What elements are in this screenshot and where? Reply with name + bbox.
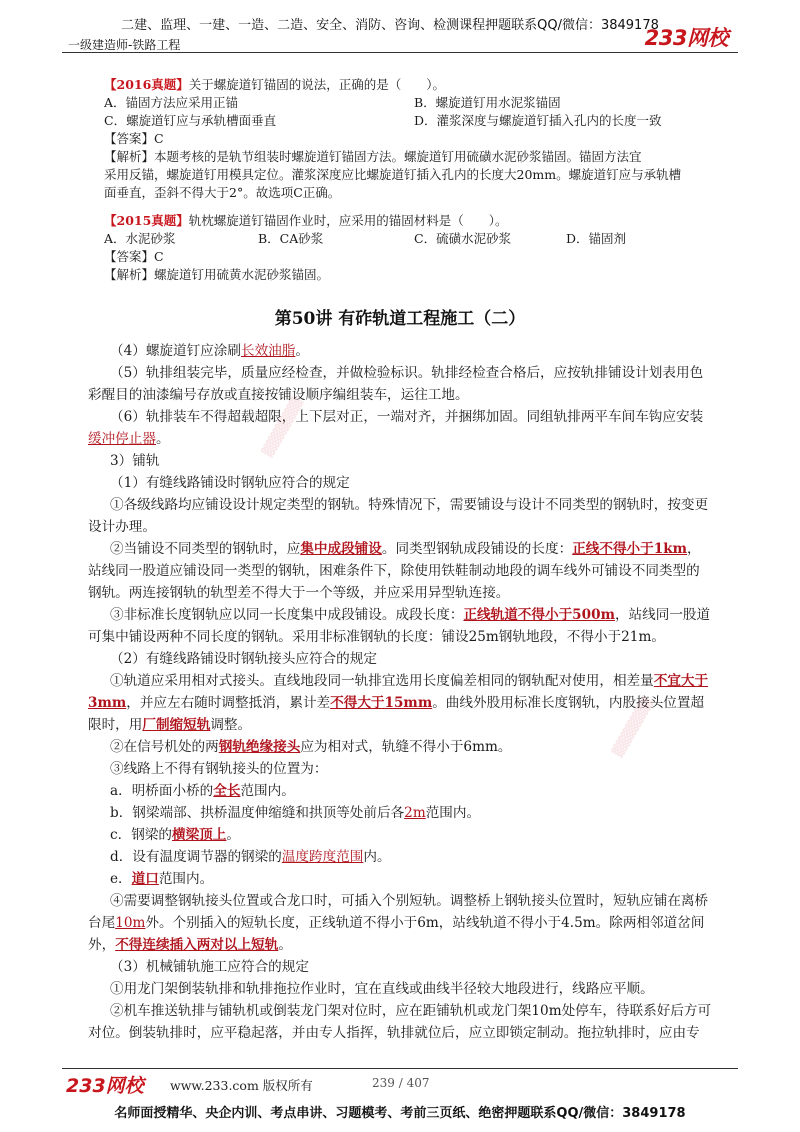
- joint-item-d: d．设有温度调节器的钢梁的温度跨度范围内。: [110, 849, 391, 865]
- key-term: 正线轨道不得小于500m: [463, 607, 615, 623]
- page-number: 239 / 407: [372, 1076, 430, 1090]
- question-2015-tag: 【2015真题】: [104, 213, 189, 228]
- footer-site[interactable]: www.233.com 版权所有: [170, 1078, 313, 1093]
- footer-divider: [62, 1068, 738, 1069]
- question-2015-stem: 【2015真题】轨枕螺旋道钉锚固作业时，应采用的锚固材料是（ ）。: [104, 213, 508, 228]
- key-term: 长效油脂: [241, 343, 296, 359]
- question-2015-analysis: 【解析】螺旋道钉用硫黄水泥砂浆锚固。: [104, 267, 330, 282]
- header-contact-line: 二建、监理、一建、一造、二造、安全、消防、咨询、检测课程押题联系QQ/微信：3849178: [121, 18, 659, 33]
- joint-rule-1: ①轨道应采用相对式接头。直线地段同一轨排宜选用长度偏差相同的钢轨配对使用，相差量不宜大于3mm，并应左右随时调整抵消，累计差不得大于15mm。曲线外股用标准长度钢轨，内股接头位置超限时，用厂制缩短轨调整。: [88, 673, 709, 733]
- watermark: ▓▓▓▓▓▓▓: [260, 395, 305, 459]
- key-term: 温度跨度范围: [281, 849, 364, 865]
- rule-1: ①各级线路均应铺设设计规定类型的钢轨。特殊情况下，需要铺设与设计不同类型的钢轨时，按变更设计办理。: [88, 497, 709, 535]
- joint-rule-3: ③线路上不得有钢轨接头的位置为：: [110, 761, 328, 777]
- question-2015-option-a: A．水泥砂浆: [104, 231, 176, 246]
- joint-item-b: b．钢梁端部、拱桥温度伸缩缝和拱顶等处前后各2m范围内。: [110, 805, 481, 821]
- question-2016-analysis-line: 【解析】本题考核的是轨节组装时螺旋道钉锚固方法。螺旋道钉用硫磺水泥砂浆锚固。锚固方法宜: [104, 149, 642, 164]
- question-2015-option-b: B．CA砂浆: [258, 231, 324, 246]
- question-2016-option-c: C．螺旋道钉应与承轨槽面垂直: [104, 113, 277, 128]
- paragraph-6: （6）轨排装车不得超载超限，上下层对正，一端对齐，并捆绑加固。同组轨排两平车间车钩应安装缓冲停止器。: [88, 409, 704, 447]
- footer-logo: 233网校: [66, 1075, 144, 1097]
- rule-3: ③非标准长度钢轨应以同一长度集中成段铺设。成段长度：正线轨道不得小于500m，站线同一股道可集中铺设两种不同长度的钢轨。采用非标准钢轨的长度：铺设25m钢轨地段，不得小于21m。: [88, 607, 711, 645]
- key-term: 正线不得小于1km: [572, 541, 688, 557]
- key-term: 10m: [115, 915, 146, 931]
- key-term: 全长: [213, 783, 241, 799]
- key-term: 不宜大于3mm: [88, 673, 709, 711]
- key-term: 集中成段铺设: [300, 541, 382, 557]
- key-term: 不得大于15mm: [330, 695, 433, 711]
- question-2016-analysis-line: 面垂直，歪斜不得大于2°。故选项C正确。: [104, 185, 341, 200]
- joint-item-e: e．道口范围内。: [110, 871, 214, 887]
- footer-promo: 名师面授精华、央企内训、考点串讲、习题模考、考前三页纸、绝密押题联系QQ/微信：3849178: [114, 1106, 686, 1121]
- subsection-heading: （3）机械铺轨施工应符合的规定: [110, 959, 309, 975]
- question-2016-stem: 【2016真题】关于螺旋道钉锚固的说法，正确的是（ ）。: [104, 77, 446, 92]
- paragraph-4: （4）螺旋道钉应涂刷长效油脂。: [110, 343, 309, 359]
- subsection-heading: （2）有缝线路铺设时钢轨接头应符合的规定: [110, 651, 377, 667]
- section-heading: 3）铺轨: [110, 453, 160, 469]
- key-term: 2m: [404, 805, 426, 821]
- key-term: 不得连续插入两对以上短轨: [115, 937, 279, 953]
- document-subtitle: 一级建造师-铁路工程: [68, 38, 181, 52]
- question-2015-option-d: D．锚固剂: [566, 231, 627, 246]
- question-2016-option-d: D．灌浆深度与螺旋道钉插入孔内的长度一致: [414, 113, 662, 128]
- subsection-heading: （1）有缝线路铺设时钢轨应符合的规定: [110, 475, 350, 491]
- joint-item-a: a．明桥面小桥的全长范围内。: [110, 783, 295, 799]
- mechanical-rule-1: ①用龙门架倒装轨排和轨排拖拉作业时，宜在直线或曲线半径较大地段进行，线路应平顺。: [110, 981, 654, 997]
- lecture-title: 第50讲 有砟轨道工程施工（二）: [274, 309, 526, 329]
- question-2016-analysis-line: 采用反锚，螺旋道钉用模具定位。灌浆深度应比螺旋道钉插入孔内的长度大20mm。螺旋道钉应与承轨槽: [104, 167, 682, 182]
- key-term: 横梁顶上: [172, 827, 227, 843]
- key-term: 钢轨绝缘接头: [218, 739, 301, 755]
- question-2016-option-b: B．螺旋道钉用水泥浆锚固: [414, 95, 561, 110]
- question-2016-tag: 【2016真题】: [104, 77, 189, 92]
- key-term: 缓冲停止器: [88, 431, 156, 447]
- rule-2: ②当铺设不同类型的钢轨时，应集中成段铺设。同类型钢轨成段铺设的长度：正线不得小于1km，站线同一股道应铺设同一类型的钢轨，困难条件下，除使用铁鞋制动地段的调车线外可铺设不同类型的钢轨。两连接钢轨的轨型差不得大于一个等级，并应采用异型轨连接。: [88, 541, 701, 601]
- joint-rule-4: ④需要调整钢轨接头位置或合龙口时，可插入个别短轨。调整桥上钢轨接头位置时，短轨应铺在离桥台尾10m外。个别插入的短轨长度，正线轨道不得小于6m，站线轨道不得小于4.5m。除两相邻道岔间外，不得连续插入两对以上短轨。: [88, 893, 709, 953]
- key-term: 厂制缩短轨: [142, 717, 211, 733]
- watermark: ▓▓▓▓▓▓▓: [610, 695, 655, 759]
- paragraph-5: （5）轨排组装完毕，质量应经检查，并做检验标识。轨排经检查合格后，应按轨排铺设计划表用色彩醒目的油漆编号存放或直接按铺设顺序编组装车，运往工地。: [88, 365, 704, 403]
- brand-logo: 233网校: [644, 26, 728, 50]
- question-2016-option-a: A．锚固方法应采用正锚: [104, 95, 239, 110]
- header-divider: [62, 52, 738, 53]
- question-2015-answer: 【答案】C: [104, 249, 164, 264]
- question-2016-answer: 【答案】C: [104, 131, 164, 146]
- key-term: 道口: [131, 871, 159, 887]
- question-2015-option-c: C．硫磺水泥砂浆: [414, 231, 512, 246]
- mechanical-rule-2: ②机车推送轨排与铺轨机或倒装龙门架对位时，应在距铺轨机或龙门架10m处停车，待联系好后方可对位。倒装轨排时，应平稳起落，并由专人指挥，轨排就位后，应立即锁定制动。拖拉轨排时，应由专: [88, 1003, 712, 1041]
- joint-rule-2: ②在信号机处的两钢轨绝缘接头应为相对式，轨缝不得小于6mm。: [110, 739, 512, 755]
- joint-item-c: c．钢梁的横梁顶上。: [110, 827, 240, 843]
